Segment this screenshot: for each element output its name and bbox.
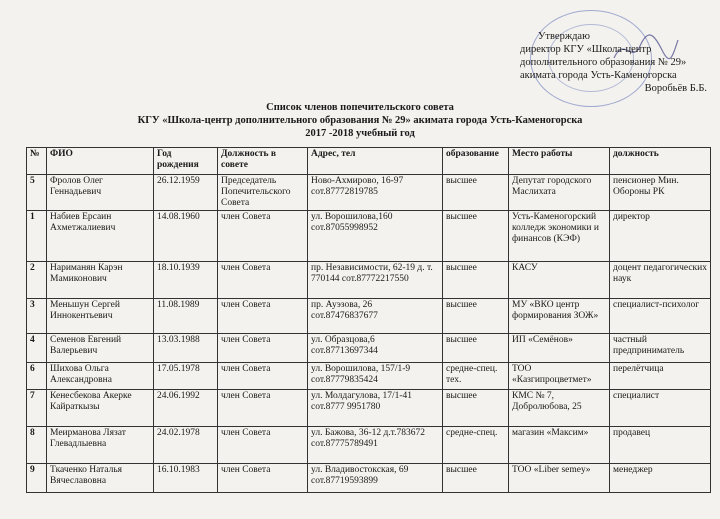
cell-education: высшее <box>443 334 509 363</box>
cell-name: Набиев Ерсаин Ахметжалиевич <box>47 211 154 262</box>
table-row <box>27 175 711 211</box>
title-line-1: Список членов попечительского совета <box>266 102 454 113</box>
cell-education: средне-спец. <box>443 427 509 464</box>
cell-council-position: член Совета <box>218 334 308 363</box>
cell-council-position: член Совета <box>218 464 308 493</box>
cell-address: ул. Владивостокская, 69 сот.87719593899 <box>308 464 443 493</box>
cell-birth-date: 24.02.1978 <box>154 427 218 464</box>
cell-workplace: Депутат городского Маслихата <box>509 175 610 211</box>
cell-workplace: Усть-Каменогорский колледж экономики и финансов (КЭФ) <box>509 211 610 262</box>
cell-job-title: пенсионер Мин. Обороны РК <box>610 175 711 211</box>
header-name: ФИО <box>47 148 154 175</box>
cell-number: 3 <box>27 299 47 334</box>
table-row <box>27 262 711 299</box>
cell-number: 2 <box>27 262 47 299</box>
cell-education: высшее <box>443 262 509 299</box>
cell-birth-date: 14.08.1960 <box>154 211 218 262</box>
header-council-position: Должность в совете <box>218 148 308 175</box>
cell-number: 9 <box>27 464 47 493</box>
cell-name: Нариманян Карэн Мамиконович <box>47 262 154 299</box>
cell-education: высшее <box>443 464 509 493</box>
cell-birth-date: 13.03.1988 <box>154 334 218 363</box>
cell-birth-date: 16.10.1983 <box>154 464 218 493</box>
cell-workplace: МУ «ВКО центр формирования ЗОЖ» <box>509 299 610 334</box>
header-education: образование <box>443 148 509 175</box>
cell-birth-date: 11.08.1989 <box>154 299 218 334</box>
cell-workplace: ИП «Семёнов» <box>509 334 610 363</box>
cell-council-position: член Совета <box>218 390 308 427</box>
cell-job-title: частный предприниматель <box>610 334 711 363</box>
cell-address: ул. Ворошилова, 157/1-9 сот.87779835424 <box>308 363 443 390</box>
cell-number: 5 <box>27 175 47 211</box>
cell-council-position: член Совета <box>218 262 308 299</box>
cell-address: Ново-Ахмирово, 16-97 сот.87772819785 <box>308 175 443 211</box>
cell-name: Меирманова Лязат Глевадлыевна <box>47 427 154 464</box>
header-birth-year: Год рождения <box>154 148 218 175</box>
approval-line-5: Воробьёв Б.Б. <box>644 83 707 94</box>
title-line-2: КГУ «Школа-центр дополнительного образования № 29» акимата города Усть-Каменогорска <box>137 115 583 126</box>
cell-address: ул. Образцова,6 сот.87713697344 <box>308 334 443 363</box>
cell-education: высшее <box>443 211 509 262</box>
cell-workplace: ТОО «Liber semey» <box>509 464 610 493</box>
cell-address: пр. Независимости, 62-19 д. т. 770144 сот.87772217550 <box>308 262 443 299</box>
cell-name: Семенов Евгений Валерьевич <box>47 334 154 363</box>
table-row <box>27 299 711 334</box>
cell-name: Меньшун Сергей Иннокентьевич <box>47 299 154 334</box>
cell-name: Ткаченко Наталья Вячеславовна <box>47 464 154 493</box>
cell-education: высшее <box>443 299 509 334</box>
cell-council-position: член Совета <box>218 299 308 334</box>
cell-address: пр. Ауэзова, 26 сот.87476837677 <box>308 299 443 334</box>
cell-council-position: член Совета <box>218 427 308 464</box>
table-row <box>27 390 711 427</box>
cell-workplace: КАСУ <box>509 262 610 299</box>
cell-job-title: продавец <box>610 427 711 464</box>
document-title <box>0 101 720 140</box>
cell-job-title: специалист-психолог <box>610 299 711 334</box>
cell-job-title: перелётчица <box>610 363 711 390</box>
cell-number: 6 <box>27 363 47 390</box>
cell-workplace: КМС № 7, Добролюбова, 25 <box>509 390 610 427</box>
approval-line-4: акимата города Усть-Каменогорска <box>520 70 677 81</box>
table-header-row <box>27 148 711 175</box>
cell-address: ул. Молдагулова, 17/1-41 сот.8777 9951780 <box>308 390 443 427</box>
cell-name: Кенесбекова Акерке Кайраткызы <box>47 390 154 427</box>
header-address: Адрес, тел <box>308 148 443 175</box>
cell-birth-date: 17.05.1978 <box>154 363 218 390</box>
header-job-title: должность <box>610 148 711 175</box>
approval-line-2: директор КГУ «Школа-центр <box>520 44 652 55</box>
cell-workplace: магазин «Максим» <box>509 427 610 464</box>
cell-number: 4 <box>27 334 47 363</box>
approval-line-1: Утверждаю <box>538 31 590 42</box>
cell-birth-date: 24.06.1992 <box>154 390 218 427</box>
cell-name: Фролов Олег Геннадьевич <box>47 175 154 211</box>
approval-block <box>520 30 715 95</box>
table-row <box>27 427 711 464</box>
cell-workplace: ТОО «Казгипроцветмет» <box>509 363 610 390</box>
cell-job-title: директор <box>610 211 711 262</box>
cell-address: ул. Ворошилова,160 сот.87055998952 <box>308 211 443 262</box>
cell-council-position: член Совета <box>218 211 308 262</box>
cell-education: средне-спец. тех. <box>443 363 509 390</box>
cell-job-title: доцент педагогических наук <box>610 262 711 299</box>
header-number: № <box>27 148 47 175</box>
table-row <box>27 464 711 493</box>
title-line-3: 2017 -2018 учебный год <box>305 128 415 139</box>
cell-birth-date: 18.10.1939 <box>154 262 218 299</box>
table-row <box>27 334 711 363</box>
header-workplace: Место работы <box>509 148 610 175</box>
table-row <box>27 363 711 390</box>
cell-name: Шихова Ольга Александровна <box>47 363 154 390</box>
cell-number: 7 <box>27 390 47 427</box>
cell-number: 1 <box>27 211 47 262</box>
table-row <box>27 211 711 262</box>
cell-council-position: Председатель Попечительского Совета <box>218 175 308 211</box>
cell-education: высшее <box>443 390 509 427</box>
cell-birth-date: 26.12.1959 <box>154 175 218 211</box>
cell-job-title: менеджер <box>610 464 711 493</box>
cell-address: ул. Бажова, 36-12 д.т.783672 сот.87775789491 <box>308 427 443 464</box>
cell-council-position: член Совета <box>218 363 308 390</box>
cell-education: высшее <box>443 175 509 211</box>
cell-number: 8 <box>27 427 47 464</box>
approval-line-3: дополнительного образования № 29» <box>520 57 687 68</box>
cell-job-title: специалист <box>610 390 711 427</box>
members-table <box>26 147 711 493</box>
